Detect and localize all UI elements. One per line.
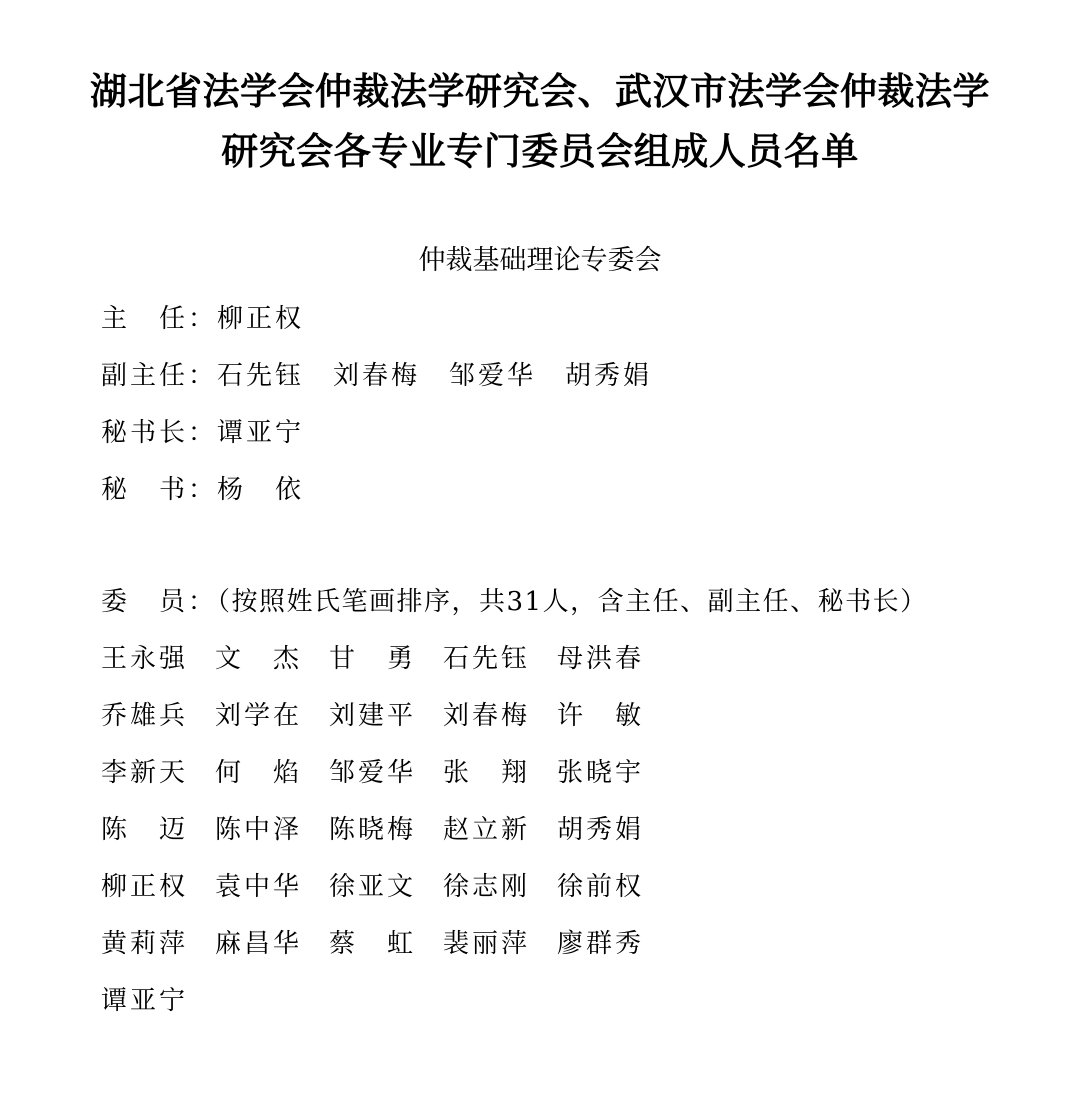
member-name: 黄莉萍 (101, 929, 189, 959)
member-name: 邹爱华 (329, 758, 417, 788)
members-row (101, 698, 671, 734)
committee-title: 仲裁基础理论专委会 (418, 245, 662, 276)
member-name: 裴丽萍 (443, 929, 531, 959)
role-names: 谭亚宁 (217, 418, 305, 448)
role-names: 柳正权 (217, 304, 305, 334)
members-row (101, 869, 671, 905)
member-name: 柳正权 (101, 872, 189, 902)
role-names: 杨 依 (217, 475, 305, 505)
members-row (101, 926, 671, 962)
members-header (101, 584, 928, 620)
member-name: 蔡 虹 (329, 929, 417, 959)
member-name: 袁中华 (215, 872, 303, 902)
members-row (101, 812, 671, 848)
role-deputy-director (101, 358, 652, 394)
role-label: 主 任： (101, 304, 218, 334)
member-name: 徐前权 (557, 872, 645, 902)
title-line-2: 研究会各专业专门委员会组成人员名单 (221, 130, 859, 173)
member-name: 陈晓梅 (329, 815, 417, 845)
role-director (101, 301, 304, 337)
member-name: 乔雄兵 (101, 701, 189, 731)
member-name: 许 敏 (557, 701, 645, 731)
members-row (101, 641, 671, 677)
member-name: 张晓宇 (557, 758, 645, 788)
role-label: 副主任： (101, 361, 218, 391)
members-row (101, 983, 215, 1019)
member-name: 刘春梅 (443, 701, 531, 731)
member-name: 徐志刚 (443, 872, 531, 902)
document-title (0, 62, 1080, 182)
member-name: 刘建平 (329, 701, 417, 731)
member-name: 文 杰 (215, 644, 303, 674)
member-name: 廖群秀 (557, 929, 645, 959)
role-label: 秘 书： (101, 475, 218, 505)
member-name: 王永强 (101, 644, 189, 674)
members-label: 委 员： (101, 587, 218, 617)
members-row (101, 755, 671, 791)
members-note: （按照姓氏笔画排序，共31人，含主任、副主任、秘书长） (217, 587, 928, 617)
member-name: 刘学在 (215, 701, 303, 731)
member-name: 陈中泽 (215, 815, 303, 845)
role-names: 石先钰 刘春梅 邹爱华 胡秀娟 (217, 361, 653, 391)
member-name: 母洪春 (557, 644, 645, 674)
member-name: 胡秀娟 (557, 815, 645, 845)
role-label: 秘书长： (101, 418, 218, 448)
member-name: 张 翔 (443, 758, 531, 788)
role-secretary (101, 472, 304, 508)
role-secretary-general (101, 415, 304, 451)
title-line-1: 湖北省法学会仲裁法学研究会、武汉市法学会仲裁法学 (90, 70, 990, 113)
member-name: 赵立新 (443, 815, 531, 845)
member-name: 李新天 (101, 758, 189, 788)
member-name: 谭亚宁 (101, 986, 189, 1016)
member-name: 麻昌华 (215, 929, 303, 959)
member-name: 石先钰 (443, 644, 531, 674)
member-name: 何 焰 (215, 758, 303, 788)
member-name: 徐亚文 (329, 872, 417, 902)
member-name: 甘 勇 (329, 644, 417, 674)
member-name: 陈 迈 (101, 815, 189, 845)
